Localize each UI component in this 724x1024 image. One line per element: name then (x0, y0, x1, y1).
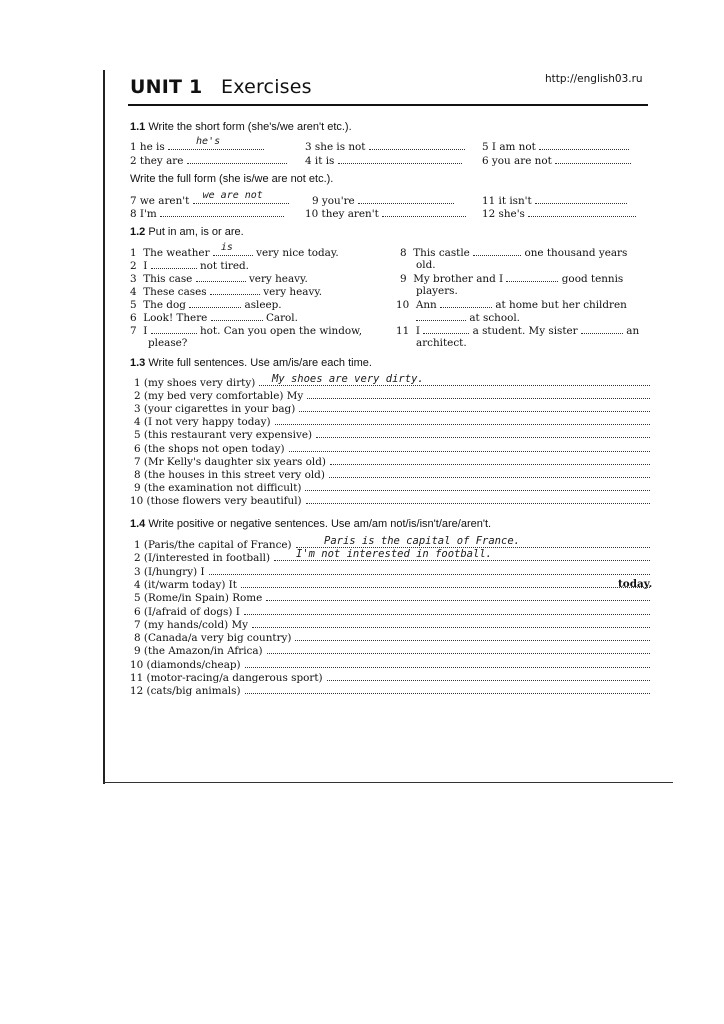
ex3-item-4 (134, 415, 650, 429)
ex3-item-label: 8 (the houses in this street very old) (134, 468, 325, 481)
ex2-item-10-cont: at school. (416, 311, 520, 325)
ex3-answer-line (305, 481, 650, 491)
header-rule (128, 104, 648, 106)
ex3-item-5 (134, 428, 650, 442)
ex3-item-label: 1 (my shoes very dirty) (134, 377, 256, 389)
ex3-answer-line (306, 494, 650, 504)
ex4-item-11 (130, 671, 650, 685)
ex1-heading: 1.1 Write the short form (she's/we aren't etc.). (130, 121, 352, 133)
ex4-item-9 (134, 644, 650, 658)
ex3-item-1 (134, 376, 650, 390)
ex4-item-label: 8 (Canada/a very big country) (134, 632, 292, 645)
ex4-item-12 (130, 684, 650, 698)
ex3-item-label: 9 (the examination not difficult) (134, 481, 302, 494)
ex3-answer-line (299, 402, 650, 412)
ex4-item-label: 1 (Paris/the capital of France) (134, 539, 292, 551)
ex1-item-3: 3 she is not (305, 140, 465, 154)
ex3-item-6 (134, 442, 650, 456)
ex2-item-11-cont: architect. (416, 337, 467, 349)
ex4-item-label: 12 (cats/big animals) (130, 685, 241, 698)
ex3-item-label: 7 (Mr Kelly's daughter six years old) (134, 455, 326, 468)
ex3-item-2 (134, 389, 650, 403)
ex3-item-10 (130, 494, 650, 508)
ex2-answer-1: is (220, 242, 233, 253)
ex4-item-6 (134, 605, 650, 619)
ex4-item-5 (134, 591, 650, 605)
ex1-item-6: 6 you are not (482, 154, 631, 168)
ex3-item-label: 6 (the shops not open today) (134, 442, 285, 455)
ex3-answer-line (259, 376, 650, 386)
ex2-item-8-cont: old. (416, 259, 436, 271)
ex4-answer-line (209, 565, 650, 575)
ex2-item-7-cont: please? (148, 337, 188, 349)
ex4-answer-line (245, 684, 651, 694)
ex3-answer-line (289, 442, 650, 452)
ex4-item-4 (134, 578, 653, 592)
ex3-item-3 (134, 402, 650, 416)
ex4-item-8 (134, 631, 650, 645)
ex2-item-6: 6 Look! There Carol. (130, 312, 298, 324)
ex4-item-label: 6 (I/afraid of dogs) I (134, 605, 240, 618)
ex1-answer-1: he's (196, 136, 221, 147)
ex2-item-8: 8 This castle one thousand years (400, 247, 628, 259)
page-title: Exercises (221, 76, 312, 98)
ex3-answer-line (329, 468, 650, 478)
ex4-item-label: 2 (I/interested in football) (134, 552, 271, 565)
ex2-item-11: 11 I a student. My sister an (396, 325, 640, 337)
ex4-answer-line (327, 671, 650, 681)
ex2-heading: 1.2 Put in am, is or are. (130, 226, 244, 238)
ex4-item-3 (134, 565, 650, 579)
ex1-item-7: 7 we aren't we are not (130, 194, 289, 208)
ex4-item-2 (134, 551, 650, 565)
ex4-item-label: 11 (motor-racing/a dangerous sport) (130, 672, 323, 684)
ex4-answer-line (252, 618, 650, 628)
ex1-item-9: 9 you're (312, 194, 454, 208)
ex3-answer-line (307, 389, 650, 399)
ex3-answer-line (316, 428, 650, 438)
ex4-answer-line (295, 631, 650, 641)
ex3-item-9 (134, 481, 650, 495)
ex4-answer-line (267, 644, 650, 654)
ex2-item-5: 5 The dog asleep. (130, 299, 282, 311)
ex2-item-1: 1 The weather is very nice today. (130, 242, 339, 259)
ex3-item-label: 5 (this restaurant very expensive) (134, 429, 313, 442)
ex4-item-label: 5 (Rome/in Spain) Rome (134, 592, 263, 605)
ex3-item-8 (134, 468, 650, 482)
ex4-answer-1: Paris is the capital of France. (324, 535, 520, 547)
ex3-item-7 (134, 455, 650, 469)
ex2-item-2: 2 I not tired. (130, 260, 249, 272)
ex4-item-10 (130, 658, 650, 672)
ex1-answer-7: we are not (202, 190, 263, 201)
ex3-item-label: 2 (my bed very comfortable) My (134, 390, 304, 403)
ex3-item-label: 10 (those flowers very beautiful) (130, 494, 302, 507)
ex2-item-10: 10 Ann at home but her children (396, 299, 627, 311)
ex4-heading: 1.4 Write positive or negative sentences. Use am/am not/is/isn't/are/aren't. (130, 518, 492, 530)
ex4-item-1 (134, 538, 650, 552)
ex1-item-5: 5 I am not (482, 140, 629, 154)
ex4-item-label: 7 (my hands/cold) My (134, 618, 248, 631)
ex3-heading: 1.3 Write full sentences. Use am/is/are each time. (130, 357, 372, 369)
ex2-item-3: 3 This case very heavy. (130, 273, 308, 285)
unit-label: UNIT 1 (130, 76, 203, 98)
ex3-item-label: 3 (your cigarettes in your bag) (134, 403, 296, 416)
ex1-item-11: 11 it isn't (482, 194, 627, 208)
ex4-answer-line (244, 605, 650, 615)
ex1-item-12: 12 she's (482, 207, 636, 221)
ex1-item-8: 8 I'm (130, 207, 284, 221)
ex4-answer-line (296, 538, 650, 548)
ex4-answer-line (274, 551, 650, 561)
ex4-answer-line (245, 658, 650, 668)
ex4-item-label: 9 (the Amazon/in Africa) (134, 645, 263, 658)
ex4-item-label: 3 (I/hungry) I (134, 565, 205, 578)
ex1-item-2: 2 they are (130, 154, 287, 168)
ex4-answer-line (241, 578, 650, 588)
ex4-item-label: 4 (it/warm today) It (134, 578, 237, 591)
ex4-item-4-end: today. (618, 578, 653, 590)
ex4-item-7 (134, 618, 650, 632)
ex2-item-4: 4 These cases very heavy. (130, 286, 323, 298)
ex3-answer-line (275, 415, 650, 425)
ex1-heading-b: Write the full form (she is/we are not etc.). (130, 173, 334, 185)
ex2-item-7: 7 I hot. Can you open the window, (130, 325, 363, 337)
ex3-answer-1: My shoes are very dirty. (272, 373, 424, 385)
ex2-item-9: 9 My brother and I good tennis (400, 273, 624, 285)
ex4-answer-2: I'm not interested in football. (296, 548, 492, 560)
ex1-item-1: 1 he is he's (130, 140, 264, 154)
ex1-item-4: 4 it is (305, 154, 462, 168)
ex3-answer-line (330, 455, 650, 465)
ex2-item-9-cont: players. (416, 285, 458, 297)
ex3-item-label: 4 (I not very happy today) (134, 416, 271, 429)
source-url: http://english03.ru (545, 73, 643, 85)
ex4-item-label: 10 (diamonds/cheap) (130, 658, 241, 671)
left-margin-line (103, 70, 105, 784)
ex4-answer-line (266, 591, 650, 601)
bottom-margin-line (103, 782, 673, 783)
ex1-item-10: 10 they aren't (305, 207, 466, 221)
